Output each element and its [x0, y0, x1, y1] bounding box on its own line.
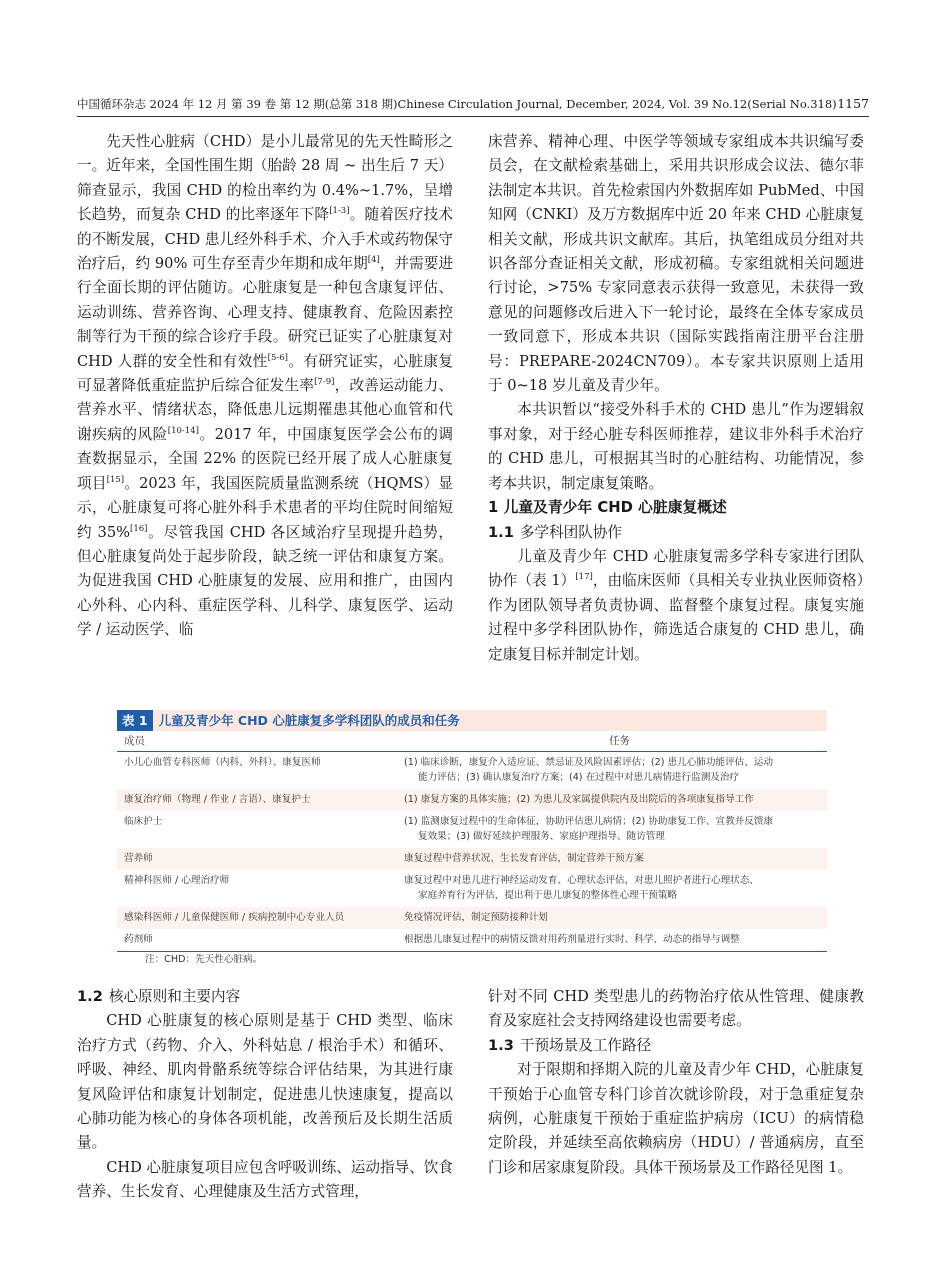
team-paragraph: 儿童及青少年 CHD 心脏康复需多学科专家进行团队协作（表 1）[17]，由临床医师（具相关专业执业医师资格）作为团队领导者负责协调、监督整个康复过程。康复实施过程中多学科团队协作，筛选适合康复的 CHD 患儿，确定康复目标并制定计划。 [488, 547, 864, 663]
table-row [117, 811, 827, 848]
table-row [117, 907, 827, 929]
table-row [117, 752, 827, 789]
task-line: 根据患儿康复过程中的病情反馈对用药剂量进行实时、科学、动态的指导与调整 [404, 934, 740, 945]
task-cell [404, 792, 827, 807]
task-line: 康复过程中营养状况、生长发育评估，制定营养干预方案 [404, 853, 644, 864]
section-1-1-heading: 1.1 多学科团队协作 [488, 523, 623, 541]
col-member-header: 成员 [124, 735, 145, 747]
scope-paragraph: 本共识暂以“接受外科手术的 CHD 患儿”作为逻辑叙事对象，对于经心脏专科医师推荐，建议非外科手术治疗的 CHD 患儿，可根据其当时的心脏结构、功能情况，参考本共识，制定康复策略。 [488, 401, 864, 492]
task-line: 家庭养育行为评估，提出利于患儿康复的整体性心理干预策略 [418, 890, 678, 901]
intro-paragraph: 先天性心脏病（CHD）是小儿最常见的先天性畸形之一。近年来，全国性围生期（胎龄 28 周 ~ 出生后 7 天）筛查显示，我国 CHD 的检出率约为 0.4%~1.7%，呈增长趋势，而复杂 CHD 的比率逐年下降[1-3]。随着医疗技术的不断发展，CHD 患儿经外科手术、介入手术或药物保守治疗后，约 90% 可生存至青少年期和成年期[4]，并需要进行全面长期的评估随访。心脏康复是一种包含康复评估、运动训练、营养咨询、心理支持、健康教育、危险因素控制等行为干预的综合诊疗手段。研究已证实了心脏康复对 CHD 人群的安全性和有效性[5-6]。有研究证实，心脏康复可显著降低重症监护后综合征发生率[7-9]，改善运动能力、营养水平、情绪状态，降低患儿远期罹患其他心血管和代谢疾病的风险[10-14]。2017 年，中国康复医学会公布的调查数据显示，全国 22% 的医院已经开展了成人心脏康复项目[15]。2023 年，我国医院质量监测系统（HQMS）显示，心脏康复可将心脏外科手术患者的平均住院时间缩短约 35%[16]。尽管我国 CHD 各区域治疗呈现提升趋势，但心脏康复尚处于起步阶段，缺乏统一评估和康复方案。为促进我国 CHD 心脏康复的发展、应用和推广，由国内心外科、心内科、重症医学科、儿科学、康复医学、运动学 / 运动医学、临 [77, 133, 454, 639]
principles-paragraph: CHD 心脏康复的核心原则是基于 CHD 类型、临床治疗方式（药物、介入、外科姑息 / 根治手术）和循环、呼吸、神经、肌肉骨骼系统等综合评估结果，为其进行康复风险评估和康复计划制定，促进患儿快速康复，提高以心肺功能为核心的身体各项机能，改善预后及长期生活质量。 [77, 1012, 453, 1152]
task-cell [404, 851, 827, 866]
running-header [77, 96, 869, 117]
table-row [117, 929, 827, 951]
section-1-2-heading: 1.2 核心原则和主要内容 [77, 988, 241, 1005]
task-line: 免疫情况评估，制定预防接种计划 [404, 912, 548, 923]
table-row [117, 848, 827, 870]
table-caption [117, 710, 827, 731]
right-column [488, 130, 864, 667]
left-column [77, 130, 453, 643]
bottom-right-column [488, 985, 864, 1180]
table-note: 注：CHD：先天性心脏病。 [117, 951, 827, 968]
table-body [117, 752, 827, 951]
table-row [117, 789, 827, 811]
col-task-header: 任务 [609, 735, 630, 747]
page-number: 1157 [837, 96, 869, 111]
task-cell [404, 814, 827, 844]
program-paragraph-cont: 针对不同 CHD 类型患儿的药物治疗依从性管理、健康教育及家庭社会支持网络建设也需要考虑。 [488, 988, 864, 1030]
table-title: 儿童及青少年 CHD 心脏康复多学科团队的成员和任务 [158, 713, 460, 728]
section-1-3-heading: 1.3 干预场景及工作路径 [488, 1036, 652, 1054]
task-cell [404, 932, 827, 947]
task-cell [404, 755, 827, 785]
table-label: 表 1 [117, 710, 153, 731]
task-line: 复效果；(3) 做好延续护理服务、家庭护理指导、随访管理 [418, 831, 665, 842]
member-cell: 临床护士 [124, 816, 163, 827]
table-row [117, 870, 827, 907]
member-cell: 药剂师 [124, 934, 153, 945]
task-line: (1) 监测康复过程中的生命体征，协助评估患儿病情；(2) 协助康复工作、宣教并反馈康 [404, 816, 774, 827]
task-cell [404, 873, 827, 903]
task-line: (1) 康复方案的具体实施；(2) 为患儿及家属提供院内及出院后的各项康复指导工作 [404, 794, 754, 805]
section-1-heading: 1 儿童及青少年 CHD 心脏康复概述 [488, 499, 727, 517]
program-paragraph: CHD 心脏康复项目应包含呼吸训练、运动指导、饮食营养、生长发育、心理健康及生活方式管理， [77, 1158, 453, 1201]
member-cell: 康复治疗师（物理 / 作业 / 言语）、康复护士 [124, 794, 311, 805]
table-1 [117, 710, 827, 968]
journal-line: 中国循环杂志 2024 年 12 月 第 39 卷 第 12 期(总第 318 期)Chinese Circulation Journal, December, 2024, Vol. 39 No.12(Serial No.318) [77, 97, 837, 111]
bottom-left-column [77, 985, 453, 1205]
member-cell: 小儿心血管专科医师（内科、外科）、康复医师 [124, 757, 321, 768]
member-cell: 精神科医师 / 心理治疗师 [124, 875, 230, 886]
task-line: 能力评估；(3) 确认康复治疗方案；(4) 在过程中对患儿病情进行监测及治疗 [418, 772, 740, 783]
member-cell: 营养师 [124, 853, 153, 864]
task-line: 康复过程中对患儿进行神经运动发育、心理状态评估，对患儿照护者进行心理状态、 [404, 875, 759, 886]
task-cell [404, 910, 827, 925]
methods-paragraph: 床营养、精神心理、中医学等领域专家组成本共识编写委员会，在文献检索基础上，采用共识形成会议法、德尔菲法制定本共识。首先检索国内外数据库如 PubMed、中国知网（CNKI）及万方数据库中近 20 年来 CHD 心脏康复相关文献，形成共识文献库。其后，执笔组成员分组对共识各部分查证相关文献，形成初稿。专家组就相关问题进行讨论，>75% 专家同意表示获得一致意见，未获得一致意见的问题修改后进入下一轮讨论，最终在全体专家成员一致同意下，形成本共识（国际实践指南注册平台注册号：PREPARE-2024CN709）。本专家共识原则上适用于 0~18 岁儿童及青少年。 [488, 133, 865, 395]
pathway-paragraph: 对于限期和择期入院的儿童及青少年 CHD，心脏康复干预始于心血管专科门诊首次就诊阶段，对于急重症复杂病例，心脏康复干预始于重症监护病房（ICU）的病情稳定阶段，并延续至高依赖病房（HDU）/ 普通病房，直至门诊和居家康复阶段。具体干预场景及工作路径见图 1。 [488, 1061, 864, 1176]
task-line: (1) 临床诊断，康复介入适应证、禁忌证及风险因素评估；(2) 患儿心肺功能评估、运动 [404, 757, 774, 768]
table-header [117, 731, 827, 752]
member-cell: 感染科医师 / 儿童保健医师 / 疾病控制中心专业人员 [124, 912, 345, 923]
